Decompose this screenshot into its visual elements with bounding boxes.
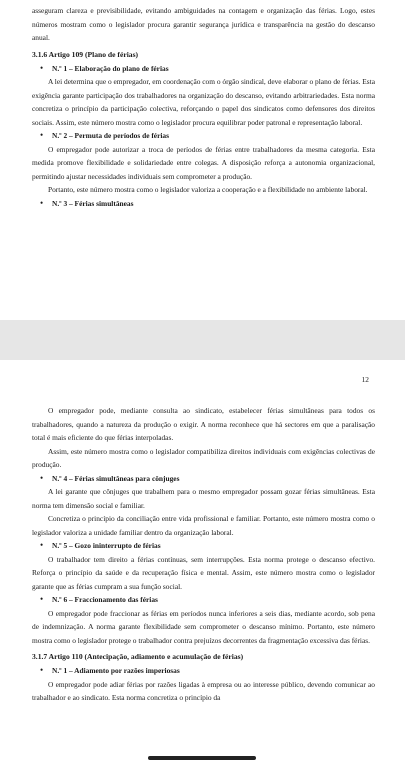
bullet-item-3 bbox=[32, 197, 375, 211]
bullet-item-7 bbox=[32, 664, 375, 678]
paragraph: Assim, este número mostra como o legislador compatibiliza direitos individuais com exigências colectivas de produção. bbox=[32, 446, 375, 469]
document-page-2 bbox=[0, 360, 405, 768]
bullet-item-5 bbox=[32, 539, 375, 553]
paragraph: Concretiza o princípio da conciliação entre vida profissional e familiar. Portanto, este número mostra como o legislador valoriza a unidade familiar dentro da organização laboral. bbox=[32, 514, 375, 537]
section-heading-artigo-109: 3.1.6 Artigo 109 (Plano de férias) bbox=[32, 49, 139, 59]
bullet-title: N.º 1 – Adiamento por razões imperiosas bbox=[52, 666, 180, 675]
page-separator bbox=[0, 320, 405, 360]
paragraph: A lei garante que cônjuges que trabalhem para o mesmo empregador possam gozar férias simultâneas. Esta norma tem dimensão social e familiar. bbox=[32, 487, 375, 510]
paragraph-intro: asseguram clareza e previsibilidade, evitando ambiguidades na contagem e organização das férias. Logo, estes números mostram como o legislador procura garantir segurança jurídica e transparência na gestão do descanso anual. bbox=[32, 6, 375, 42]
paragraph: O empregador pode, mediante consulta ao sindicato, estabelecer férias simultâneas para todos os trabalhadores, quando a natureza da produção o exigir. A norma reconhece que há sectores em que a paralisação total é mais eficiente do que férias interpoladas. bbox=[32, 406, 375, 442]
page-number: 12 bbox=[361, 375, 369, 384]
bullet-item-1 bbox=[32, 62, 375, 76]
paragraph: O trabalhador tem direito a férias contínuas, sem interrupções. Esta norma protege o descanso efectivo. Reforça o princípio da saúde e da recuperação física e mental. Assim, este número mostra como o legislador garante que as férias cumpram a sua função social. bbox=[32, 554, 375, 591]
bullet-title: N.º 3 – Férias simultâneas bbox=[52, 198, 134, 208]
section-heading-artigo-110: 3.1.7 Artigo 110 (Antecipação, adiamento e acumulação de férias) bbox=[32, 652, 244, 661]
paragraph: A lei determina que o empregador, em coordenação com o órgão sindical, deve elaborar o plano de férias. Esta exigência garante participação dos trabalhadores na organização do descanso, evitando arbitrariedades. Esta norma concretiza o princípio da participação colectiva, reforçando o papel dos sindicatos como defensores dos direitos sociais. Assim, este número mostra como o legislador procura equilibrar poder patronal e representação laboral. bbox=[32, 77, 375, 127]
document-page-1 bbox=[0, 0, 405, 320]
home-indicator[interactable] bbox=[148, 756, 256, 760]
paragraph: O empregador pode autorizar a troca de períodos de férias entre trabalhadores da mesma categoria. Esta medida promove flexibilidade e solidariedade entre colegas. A disposição reforça a autonomia organizacional, permitindo ajustar necessidades individuais sem comprometer a produção. bbox=[32, 144, 375, 181]
bullet-item-4 bbox=[32, 472, 375, 486]
paragraph: O empregador pode fraccionar as férias em períodos nunca inferiores a seis dias, mediante acordo, sob pena de indemnização. A norma garante flexibilidade sem comprometer o descanso mínimo. Portanto, este número mostra como o legislador protege o trabalhador contra prejuízos decorrentes da fragmentação excessiva das férias. bbox=[32, 608, 375, 645]
bullet-item-2 bbox=[32, 129, 375, 143]
bullet-title: N.º 5 – Gozo ininterrupto de férias bbox=[52, 541, 161, 550]
bullet-title: N.º 1 – Elaboração do plano de férias bbox=[52, 63, 169, 73]
bullet-title: N.º 2 – Permuta de períodos de férias bbox=[52, 131, 169, 140]
paragraph: O empregador pode adiar férias por razões ligadas à empresa ou ao interesse público, devendo comunicar ao trabalhador e ao sindicato. Esta norma concretiza o princípio da bbox=[32, 679, 375, 702]
bullet-title: N.º 6 – Fraccionamento das férias bbox=[52, 595, 158, 604]
bullet-item-6 bbox=[32, 593, 375, 607]
bullet-title: N.º 4 – Férias simultâneas para cônjuges bbox=[52, 473, 180, 483]
paragraph: Portanto, este número mostra como o legislador valoriza a cooperação e a flexibilidade no ambiente laboral. bbox=[48, 185, 368, 194]
